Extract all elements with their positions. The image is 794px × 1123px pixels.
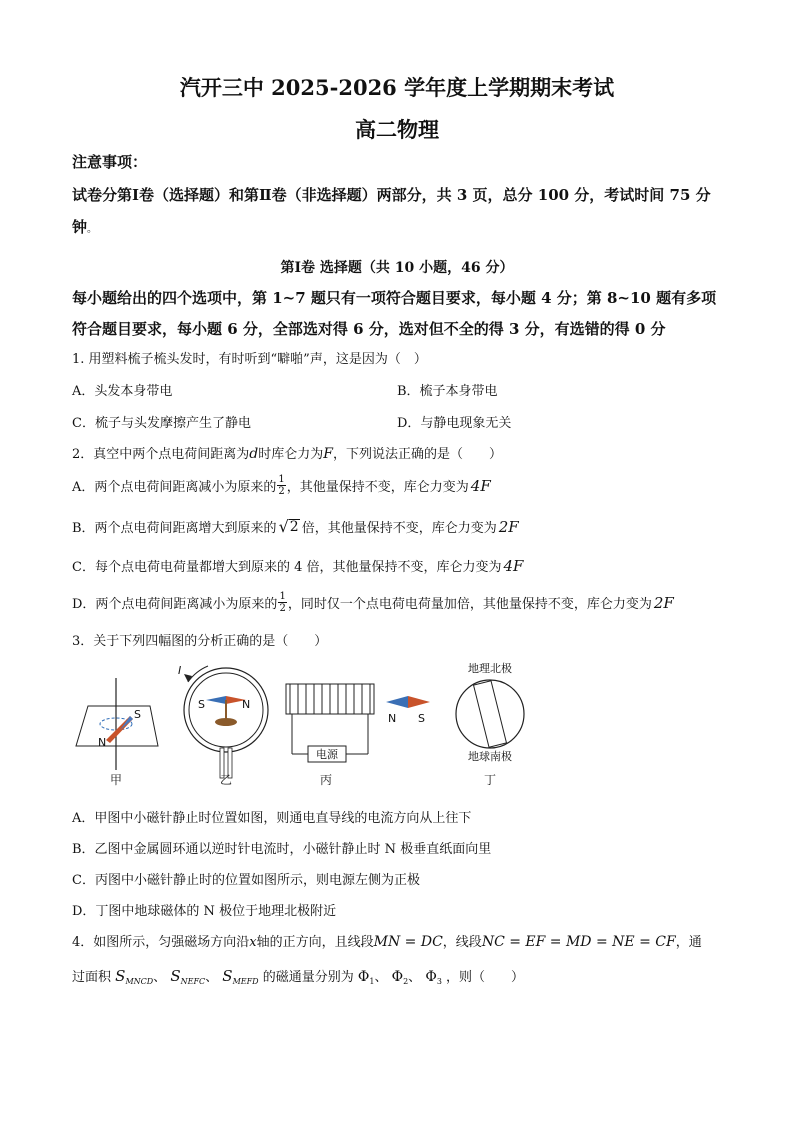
- notice-heading: 注意事项：: [72, 153, 148, 171]
- q2-option-a: A．两个点电荷间距离减小为原来的 $\frac{1}{2}$ ，其他量保持不变，库仑力变为 4F: [72, 474, 491, 497]
- q1-stem: 1. 用塑料梳子梳头发时，有时听到“噼啪”声，这是因为（ ）: [72, 352, 427, 367]
- figure-ding: [456, 661, 524, 787]
- exam-subject: 高二物理: [355, 117, 439, 142]
- q1-option-a: A．头发本身带电: [72, 384, 173, 399]
- svg-text:地理北极: 地理北极: [468, 662, 512, 675]
- caption-ding: 丁: [483, 773, 497, 787]
- section-instructions: 每小题给出的四个选项中，第 1~7 题只有一项符合题目要求，每小题 4 分；第 8~10 题有多项: [72, 289, 717, 307]
- q2-option-d: D．两个点电荷间距离减小为原来的 $\frac{1}{2}$ ，同时仅一个点电荷电荷量加倍，其他量保持不变，库仑力变为 2F: [72, 591, 674, 614]
- notice-line: 试卷分第Ⅰ卷（选择题）和第Ⅱ卷（非选择题）两部分，共 3 页，总分 100 分，考试时间 75 分: [72, 186, 711, 204]
- q4-stem-2: 过面积 $S_{MNCD}$、 $S_{NEFC}$、 $S_{MEFD}$ 的磁通量分别为 $\Phi_1$、 $\Phi_2$、 $\Phi_3$ ，则（ ）: [72, 967, 525, 986]
- figure-bing: [286, 684, 430, 787]
- svg-text:S: S: [418, 712, 425, 725]
- q3-option-a: A．甲图中小磁针静止时位置如图，则通电直导线的电流方向从上往下: [72, 811, 472, 826]
- caption-jia: 甲: [109, 773, 123, 787]
- svg-text:N: N: [98, 736, 107, 749]
- section-heading: 第Ⅰ卷 选择题（共 10 小题，46 分）: [280, 260, 514, 276]
- figure-yi: [178, 664, 268, 787]
- q2-stem: 2．真空中两个点电荷间距离为d时库仑力为F，下列说法正确的是（ ）: [72, 446, 502, 462]
- q3-option-b: B．乙图中金属圆环通以逆时针电流时，小磁针静止时 N 极垂直纸面向里: [72, 842, 492, 857]
- section-instructions-2: 符合题目要求，每小题 6 分，全部选对得 6 分，选对但不全的得 3 分，有选错的得 0 分: [72, 320, 666, 338]
- figure-jia: [76, 678, 158, 787]
- q1-option-d: D．与静电现象无关: [397, 416, 512, 431]
- fraction-half: $\frac{1}{2}$: [279, 591, 286, 614]
- svg-text:S: S: [134, 708, 141, 721]
- q3-figures: [70, 658, 540, 790]
- fraction-half: $\frac{1}{2}$: [278, 474, 285, 497]
- q3-option-d: D．丁图中地球磁体的 N 极位于地理北极附近: [72, 904, 337, 919]
- notice-line-2: 钟。: [72, 218, 98, 236]
- svg-text:N: N: [388, 712, 397, 725]
- q4-stem: 4．如图所示，匀强磁场方向沿x轴的正方向，且线段MN = DC，线段NC = EF = MD = NE = CF，通: [72, 934, 702, 950]
- q3-option-c: C．丙图中小磁针静止时的位置如图所示，则电源左侧为正极: [72, 873, 420, 888]
- q1-option-b: B．梳子本身带电: [397, 384, 498, 399]
- svg-text:地球南极: 地球南极: [468, 750, 512, 763]
- caption-yi: 乙: [219, 773, 233, 787]
- q3-stem: 3．关于下列四幅图的分析正确的是（ ）: [72, 634, 328, 649]
- q1-option-c: C．梳子与头发摩擦产生了静电: [72, 416, 251, 431]
- q2-option-b: B．两个点电荷间距离增大到原来的 √ 2 倍，其他量保持不变，库仑力变为 2F: [72, 516, 519, 536]
- svg-text:S: S: [198, 698, 205, 711]
- svg-text:I: I: [178, 664, 182, 677]
- sqrt-expression: √ 2: [278, 516, 299, 536]
- compass-needle-bing: [386, 696, 408, 708]
- exam-title: 汽开三中 2025-2026 学年度上学期期末考试: [179, 75, 615, 100]
- svg-text:N: N: [242, 698, 251, 711]
- q2-option-c: C．每个点电荷电荷量都增大到原来的 4 倍，其他量保持不变，库仑力变为 4F: [72, 556, 524, 575]
- svg-text:电源: 电源: [316, 748, 338, 761]
- caption-bing: 丙: [319, 773, 333, 787]
